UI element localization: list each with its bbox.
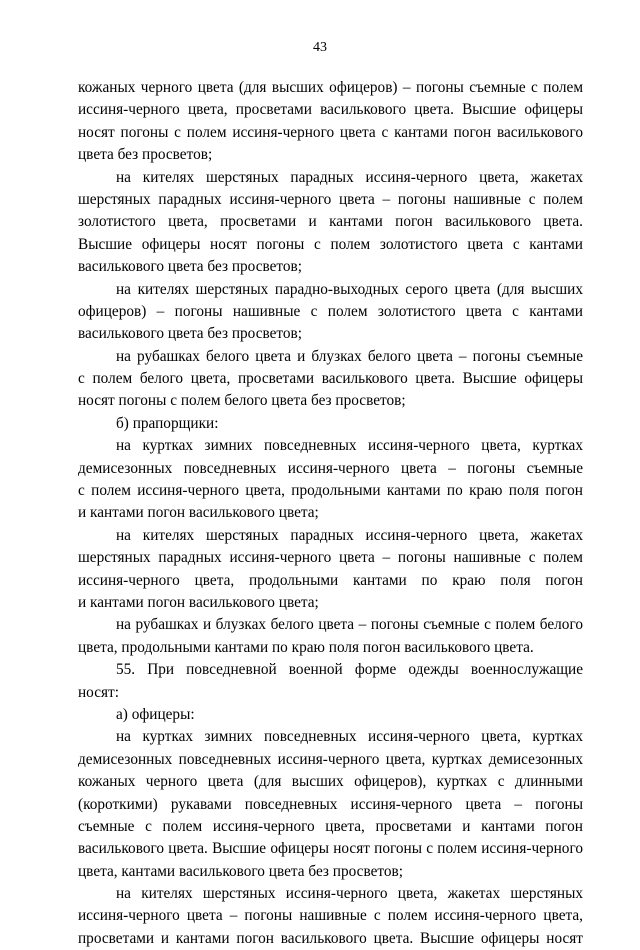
text-line: кожаных черного цвета (для высших офицеров) – погоны съемные с полем xyxy=(78,79,583,96)
text-line: на куртках зимних повседневных иссиня-черного цвета, куртках xyxy=(116,728,583,746)
text-line: а) офицеры: xyxy=(116,705,195,723)
text-line: иссиня-черного цвета, просветами василькового цвета. Высшие офицеры xyxy=(78,101,583,119)
text-line: демисезонных повседневных иссиня-черного цвета, куртках демисезонных xyxy=(78,750,583,768)
text-line: василькового цвета без просветов; xyxy=(78,258,303,276)
text-line: и кантами погон василькового цвета; xyxy=(78,504,319,522)
text-line: и кантами погон василькового цвета; xyxy=(78,593,319,611)
text-line: на куртках зимних повседневных иссиня-черного цвета, куртках xyxy=(116,437,583,455)
text-line: офицеров) – погоны нашивные с полем золотистого цвета с кантами xyxy=(78,302,583,320)
text-line: шерстяных парадных иссиня-черного цвета – погоны нашивные с полем xyxy=(78,190,583,208)
text-line: иссиня-черного цвета, продольными кантами по краю поля погон xyxy=(78,571,583,589)
text-line: б) прапорщики: xyxy=(116,414,219,432)
text-line: цвета без просветов; xyxy=(78,146,213,164)
text-line: на рубашках белого цвета и блузках белого цвета – погоны съемные xyxy=(116,347,583,365)
text-line: на кителях шерстяных парадных иссиня-черного цвета, жакетах xyxy=(116,168,583,186)
text-line: цвета, кантами василькового цвета без просветов; xyxy=(78,862,403,880)
page-number: 43 xyxy=(313,40,327,55)
text-line: золотистого цвета, просветами и кантами погон василькового цвета. xyxy=(78,213,583,231)
text-line: 55. При повседневной военной форме одежды военнослужащие xyxy=(116,661,583,679)
text-line: с полем иссиня-черного цвета, продольными кантами по краю поля погон xyxy=(78,482,583,500)
text-line: цвета, продольными кантами по краю поля погон василькового цвета. xyxy=(78,638,534,656)
text-line: на кителях шерстяных парадно-выходных серого цвета (для высших xyxy=(116,280,583,298)
text-line: василькового цвета. Высшие офицеры носят погоны с полем иссиня-черного xyxy=(78,840,583,858)
text-line: Высшие офицеры носят погоны с полем золотистого цвета с кантами xyxy=(78,235,583,253)
text-line: шерстяных парадных иссиня-черного цвета – погоны нашивные с полем xyxy=(78,549,583,567)
document-body xyxy=(78,77,583,950)
text-line: на кителях шерстяных иссиня-черного цвета, жакетах шерстяных xyxy=(116,885,583,903)
text-line: василькового цвета без просветов; xyxy=(78,325,303,343)
text-line: на рубашках и блузках белого цвета – погоны съемные с полем белого xyxy=(116,616,583,634)
text-line: носят погоны с полем белого цвета без просветов; xyxy=(78,392,406,410)
text-line: просветами и кантами погон василькового цвета. Высшие офицеры носят xyxy=(78,929,583,947)
text-line: с полем белого цвета, просветами василькового цвета. Высшие офицеры xyxy=(78,370,583,388)
text-line: носят: xyxy=(78,683,119,701)
text-line: (короткими) рукавами повседневных иссиня-черного цвета – погоны xyxy=(78,795,583,813)
text-line: иссиня-черного цвета – погоны нашивные с полем иссиня-черного цвета, xyxy=(78,907,583,925)
text-line: кожаных черного цвета (для высших офицеров), куртках с длинными xyxy=(78,773,583,791)
text-line: на кителях шерстяных парадных иссиня-черного цвета, жакетах xyxy=(116,526,583,544)
text-line: демисезонных повседневных иссиня-черного цвета – погоны съемные xyxy=(78,459,583,477)
text-line: съемные с полем иссиня-черного цвета, просветами и кантами погон xyxy=(78,817,583,835)
text-line: носят погоны с полем иссиня-черного цвета с кантами погон василькового xyxy=(78,123,583,141)
